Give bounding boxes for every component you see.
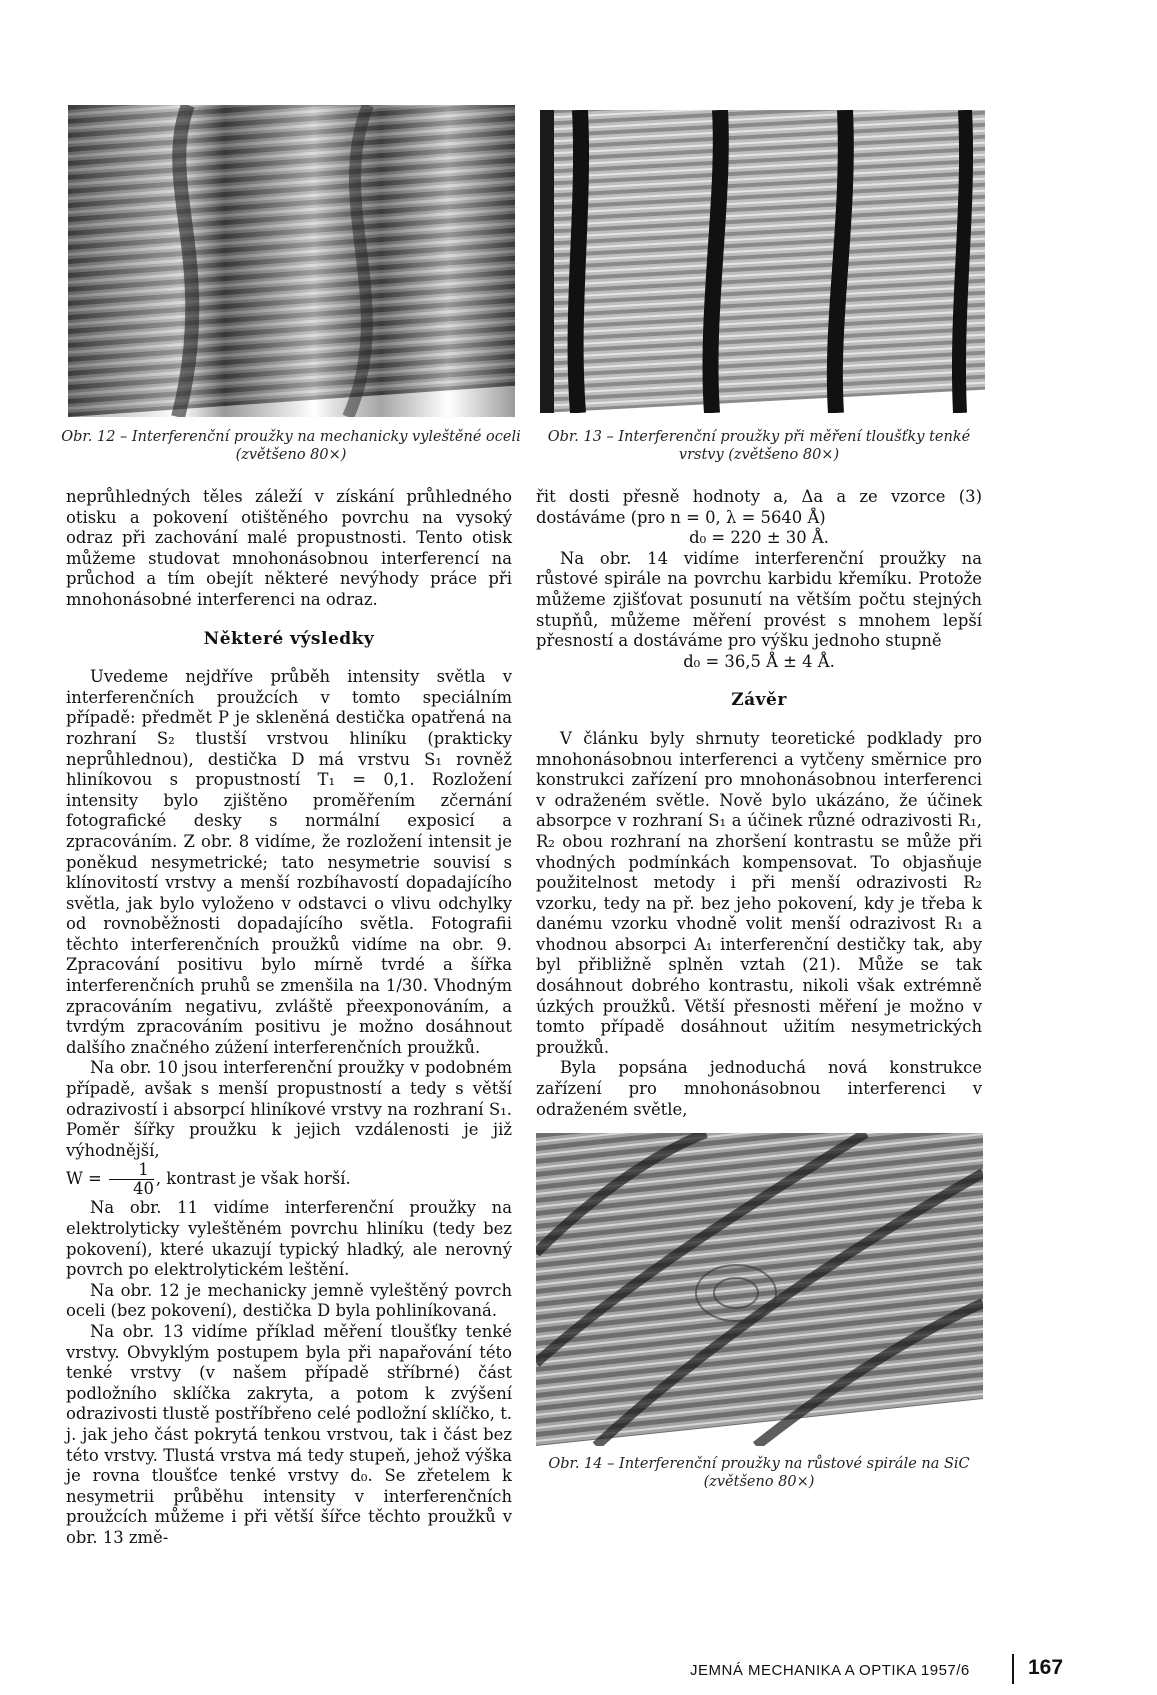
figure-14-photo bbox=[536, 1133, 983, 1446]
figure-14-caption: Obr. 14 – Interferenční proužky na růstové spirále na SiC (zvětšeno 80×) bbox=[548, 1456, 970, 1490]
journal-name: JEMNÁ MECHANIKA A OPTIKA 1957/6 bbox=[690, 1662, 970, 1679]
page-number: 167 bbox=[1028, 1656, 1064, 1679]
formula-d0-thin-layer: d₀ = 220 ± 30 Å. bbox=[689, 528, 829, 548]
figure-13-photo bbox=[540, 110, 985, 413]
right-paragraph-4: Byla popsána jednoduchá nová konstrukce zařízení pro mnohonásobnou interferenci v odraženém světle, bbox=[536, 1058, 982, 1119]
section-heading-results: Některé výsledky bbox=[203, 628, 375, 649]
footer-divider bbox=[1012, 1654, 1014, 1684]
left-paragraph-3: Na obr. 10 jsou interferenční proužky v podobném případě, avšak s menší propustností a tedy s větší odrazivostí i absorpcí hliníkové vrstvy na rozhraní S₁. Poměr šířky proužku k jejich vzdálenosti je již výhodnější, W = $\frac{1}{40}$ , kontrast je však horší. bbox=[66, 1058, 512, 1199]
right-column bbox=[536, 487, 982, 1120]
left-paragraph-5: Na obr. 12 je mechanicky jemně vyleštěný povrch oceli (bez pokovení), destička D byla pohliníkovaná. bbox=[66, 1280, 512, 1321]
figure-12-photo bbox=[68, 105, 515, 417]
left-paragraph-2: Uvedeme nejdříve průběh intensity světla v interferenčních proužcích v tomto speciálním případě: předmět P je skleněná destička opatřená na rozhraní S₂ tlustší vrstvou hliníku (prakticky neprůhlednou), destička D má vrstvu S₁ rovněž hliníkovou s propustností T₁ = 0,1. Rozložení intensity bylo zjištěno proměřením zčernání fotografické desky s normální exposicí a zpracováním. Z obr. 8 vidíme, že rozložení intensit je poněkud nesymetrické; tato nesymetrie souvisí s klínovitostí vrstvy a menší rozbíhavostí dopadajícího světla, jak bylo vyloženo v odstavci o vlivu odchylky od rovnoběžnosti dopadajícího světla. Fotografii těchto interferenčních proužků vidíme na obr. 9. Zpracování positivu bylo mírně tvrdé a šířka interferenčních pruhů se zmenšila na 1/30. Vhodným zpracováním negativu, zvláště přeexponováním, a tvrdým zpracováním positivu je možno dosáhnout dalšího značného zúžení interferenčních proužků. bbox=[66, 667, 512, 1057]
left-paragraph-4: Na obr. 11 vidíme interferenční proužky na elektrolyticky vyleštěném povrchu hliníku (tedy bez pokovení), které ukazují typický hladký, ale nerovný povrch po elektrolytickém leštění. bbox=[66, 1198, 512, 1280]
left-column bbox=[66, 487, 512, 1549]
right-paragraph-1: řit dosti přesně hodnoty a, Δa a ze vzorce (3) dostáváme (pro n = 0, λ = 5640 Å) bbox=[536, 487, 982, 527]
left-paragraph-1: neprůhledných těles záleží v získání průhledného otisku a pokovení otištěného povrchu na vysoký odraz při zachování malé propustnosti. Tento otisk můžeme studovat mnohonásobnou interferencí na průchod a tím obejít některé nevýhody práce při mnohonásobné interferenci na odraz. bbox=[66, 487, 512, 609]
figure-13-caption: Obr. 13 – Interferenční proužky při měření tloušťky tenké vrstvy (zvětšeno 80×) bbox=[547, 429, 971, 463]
section-heading-conclusion: Závěr bbox=[731, 690, 787, 711]
right-paragraph-2: Na obr. 14 vidíme interferenční proužky na růstové spirále na povrchu karbidu křemíku. Protože můžeme zjišťovat posunutí na větším počtu stejných stupňů, můžeme měření provést s mnohem lepší přesností a dostáváme pro výšku jednoho stupně bbox=[536, 548, 982, 651]
fraction-w: $\frac{1}{40}$ bbox=[109, 1161, 154, 1198]
right-paragraph-3: V článku byly shrnuty teoretické podklady pro mnohonásobnou interferenci a vytčeny směrnice pro konstrukci zařízení pro mnohonásobnou interferenci v odraženém světle. Nově bylo ukázáno, že účinek absorpce v rozhraní S₁ a účinek různé odrazivosti R₁, R₂ obou rozhraní na zhoršení kontrastu se může při vhodných podmínkách kompensovat. To objasňuje použitelnost metody i při menší odrazivosti R₂ vzorku, tedy na př. bez jeho pokovení, kdy je třeba k danému vzorku vhodně volit menší odrazivost R₁ a vhodnou absorpci A₁ interferenční destičky tak, aby byl přibližně splněn vztah (21). Může se tak dosáhnout dobrého kontrastu, nikoli však extrémně úzkých proužků. Větší přesnosti měření je možno v tomto případě dosáhnout užitím nesymetrických proužků. bbox=[536, 728, 982, 1057]
page-footer bbox=[690, 1654, 1090, 1684]
figure-12-caption: Obr. 12 – Interferenční proužky na mechanicky vyleštěné oceli (zvětšeno 80×) bbox=[61, 429, 521, 463]
formula-d0-step: d₀ = 36,5 Å ± 4 Å. bbox=[683, 651, 835, 671]
left-paragraph-6: Na obr. 13 vidíme příklad měření tloušťky tenké vrstvy. Obvyklým postupem byla při napařování této tenké vrstvy (v našem případě stříbrné) část podložního sklíčka zakryta, a potom k zvýšení odrazivosti tlustě postříbřeno celé podložní sklíčko, t. j. jak jeho část pokrytá tenkou vrstvou, tak i část bez této vrstvy. Tlustá vrstva má tedy stupeň, jehož výška je rovna tloušťce tenké vrstvy d₀. Se zřetelem k nesymetrii průběhu intensity v interferenčních proužcích můžeme i při větší šířce těchto proužků v obr. 13 změ- bbox=[66, 1321, 512, 1547]
